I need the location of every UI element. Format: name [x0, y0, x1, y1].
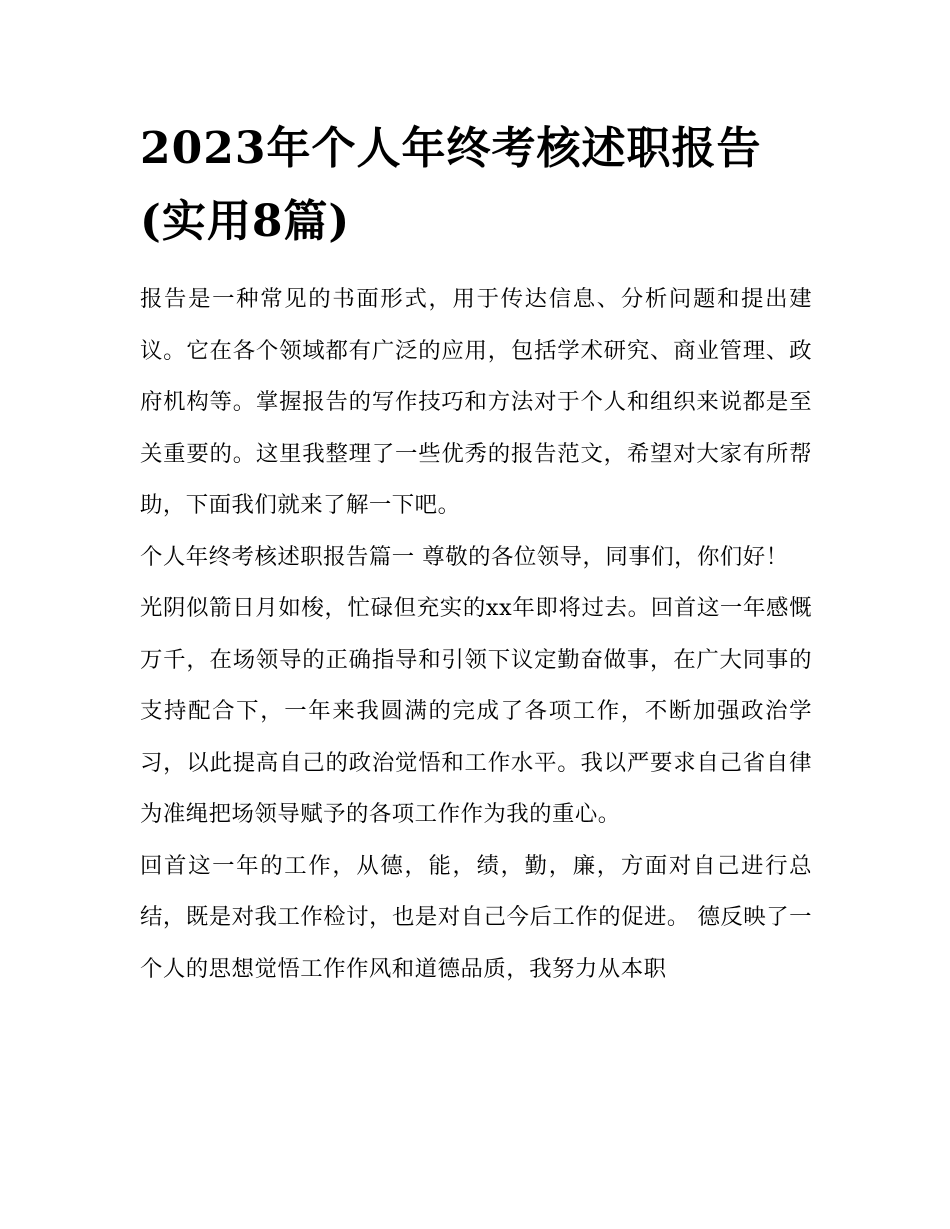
document-body [140, 112, 812, 995]
section-heading-paragraph: 个人年终考核述职报告篇一 尊敬的各位领导，同事们，你们好！ [140, 543, 789, 570]
document-title: 2023年个人年终考核述职报告(实用8篇) [140, 123, 762, 247]
body-paragraph: 光阴似箭日月如梭，忙碌但充实的xx年即将过去。回首这一年感慨万千，在场领导的正确指导和引领下议定勤奋做事，在广大同事的支持配合下，一年来我圆满的完成了各项工作，不断加强政治学习，以此提高自己的政治觉悟和工作水平。我以严要求自己省自律为准绳把场领导赋予的各项工作作为我的重心。 [140, 595, 812, 827]
body-paragraph: 回首这一年的工作，从德，能，绩，勤，廉，方面对自己进行总结，既是对我工作检讨，也是对自己今后工作的促进。 德反映了一个人的思想觉悟工作作风和道德品质，我努力从本职 [140, 852, 812, 982]
intro-paragraph: 报告是一种常见的书面形式，用于传达信息、分析问题和提出建议。它在各个领域都有广泛的应用，包括学术研究、商业管理、政府机构等。掌握报告的写作技巧和方法对于个人和组织来说都是至关重要的。这里我整理了一些优秀的报告范文，希望对大家有所帮助，下面我们就来了解一下吧。 [140, 286, 812, 518]
